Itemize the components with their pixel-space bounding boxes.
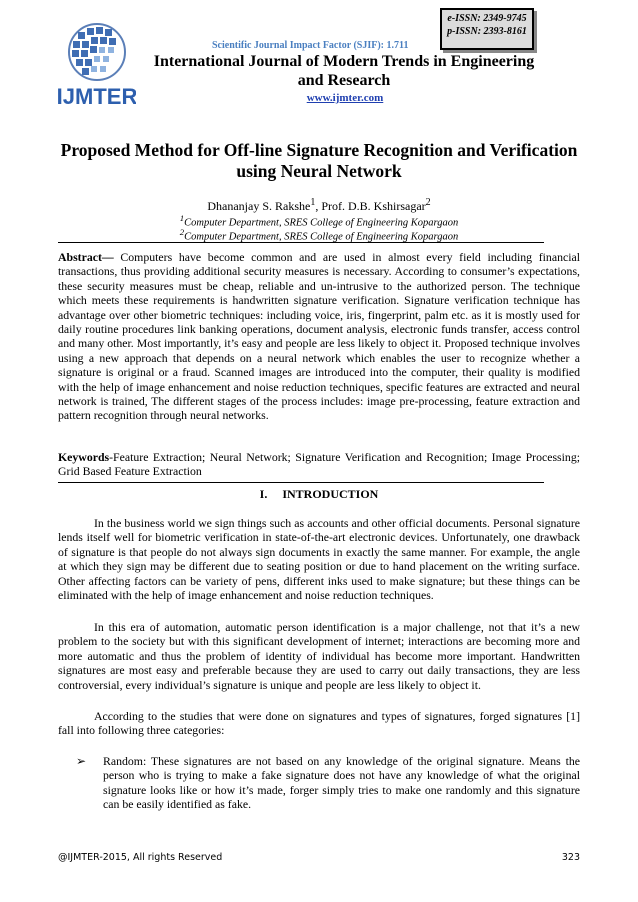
journal-name-line2: and Research <box>297 72 391 89</box>
eissn: e-ISSN: 2349-9745 <box>447 13 527 24</box>
intro-paragraph-1: In the business world we sign things such as accounts and other official documents. Personal signature lends itself well for biometric verification in state-of-the-art electronic devices. Unfortunately, one drawback of signature is that people do not always sign documents in exactly the same manner. For example, the angle at which they sign may be different due to seating position or due to hand placement on the writing surface. Other affecting factors can be variety of pens, different inks used to make signature; but these things can be eliminated with the help of image enhancement and noise reduction techniques. <box>58 516 580 603</box>
author-1: Dhananjay S. Rakshe <box>207 199 311 213</box>
bullet-item <box>76 754 580 812</box>
paper-title-line1: Proposed Method for Off-line Signature Recognition and Verification <box>60 140 578 160</box>
abstract <box>58 250 580 423</box>
section-title: INTRODUCTION <box>282 487 379 501</box>
abstract-top-rule <box>58 242 544 243</box>
keywords-label: Keywords <box>58 450 110 464</box>
intro-paragraph-3: According to the studies that were done on signatures and types of signatures, forged signatures [1] fall into following three categories: <box>58 709 580 738</box>
issn-box <box>440 8 534 50</box>
author-2: , Prof. D.B. Kshirsagar <box>315 199 426 213</box>
affiliation-1-sup: 1 <box>179 213 185 223</box>
affiliation-2-text: Computer Department, SRES College of Engineering Kopargaon <box>184 231 459 243</box>
section-heading <box>58 487 580 502</box>
journal-name-line1: International Journal of Modern Trends in Engineering <box>153 53 535 70</box>
bullet-text: Random: These signatures are not based on any knowledge of the original signature. Means the person who is trying to make a fake signature does not have any knowledge of what the original signature looks like or how it’s made, forger simply tries to make one randomly and this signature can be easily identified as fake. <box>103 754 580 812</box>
journal-logo <box>58 16 136 108</box>
journal-name <box>134 52 554 90</box>
keywords <box>58 450 580 479</box>
section-number: I. <box>259 487 268 501</box>
abstract-text: Computers have become common and are used in almost every field including financial transactions, thus providing additional security measures is necessary. According to consumer’s expectations, these security measures must be cheap, reliable and un-intrusive to the authorized person. The technique which meets these requirements is handwritten signature verification. Signature verification technique has advantage over other biometric techniques: including voice, iris, fingerprint, palm etc. as it is mostly used for daily routine procedures link banking operations, document analysis, electronic funds transfer, access control and many other. Most importantly, it’s easy and people are less likely to object it. Proposed technique involves using a new approach that depends on a neural network which enables the user to recognize whether a signature is original or a fraud. Scanned images are introduced into the computer, their quality is modified with the help of image enhancement and noise reduction techniques, specific features are extracted and neural network is trained, The different stages of the process includes: image pre-processing, feature extraction and pattern recognition through neural networks. <box>58 250 580 423</box>
journal-url-link[interactable]: www.ijmter.com <box>306 92 384 104</box>
author-2-sup: 2 <box>425 197 431 208</box>
affiliation-1-text: Computer Department, SRES College of Engineering Kopargaon <box>184 217 459 229</box>
svg-text:IJMTER: IJMTER <box>58 84 136 108</box>
author-1-sup: 1 <box>310 197 316 208</box>
abstract-label: Abstract— <box>58 250 114 264</box>
section-top-rule <box>58 482 544 483</box>
arrow-bullet-icon: ➢ <box>76 754 86 768</box>
page-number: 323 <box>561 852 580 863</box>
paper-title <box>40 140 598 182</box>
keywords-text: -Feature Extraction; Neural Network; Signature Verification and Recognition; Image Processing; Grid Based Feature Extraction <box>58 450 580 479</box>
intro-paragraph-2: In this era of automation, automatic person identification is a major challenge, not that it’s a new problem to the society but with this significant development of internet; interactions are becoming more and more automatic and thus the problem of identity of individual has become more important. Handwritten signatures are most easy and preferable because they are used to carry out daily transactions, they are less controversial, every individual’s signature is unique and people are less likely to object it. <box>58 620 580 692</box>
paper-title-line2: using Neural Network <box>236 161 402 181</box>
impact-factor: Scientific Journal Impact Factor (SJIF): 1.711 <box>212 40 409 51</box>
authors <box>40 196 598 213</box>
affiliation-2-sup: 2 <box>179 227 185 237</box>
footer-copyright: @IJMTER-2015, All rights Reserved <box>58 852 223 863</box>
affiliation-2 <box>40 226 598 244</box>
pissn: p-ISSN: 2393-8161 <box>447 26 527 37</box>
journal-url[interactable] <box>140 92 550 104</box>
